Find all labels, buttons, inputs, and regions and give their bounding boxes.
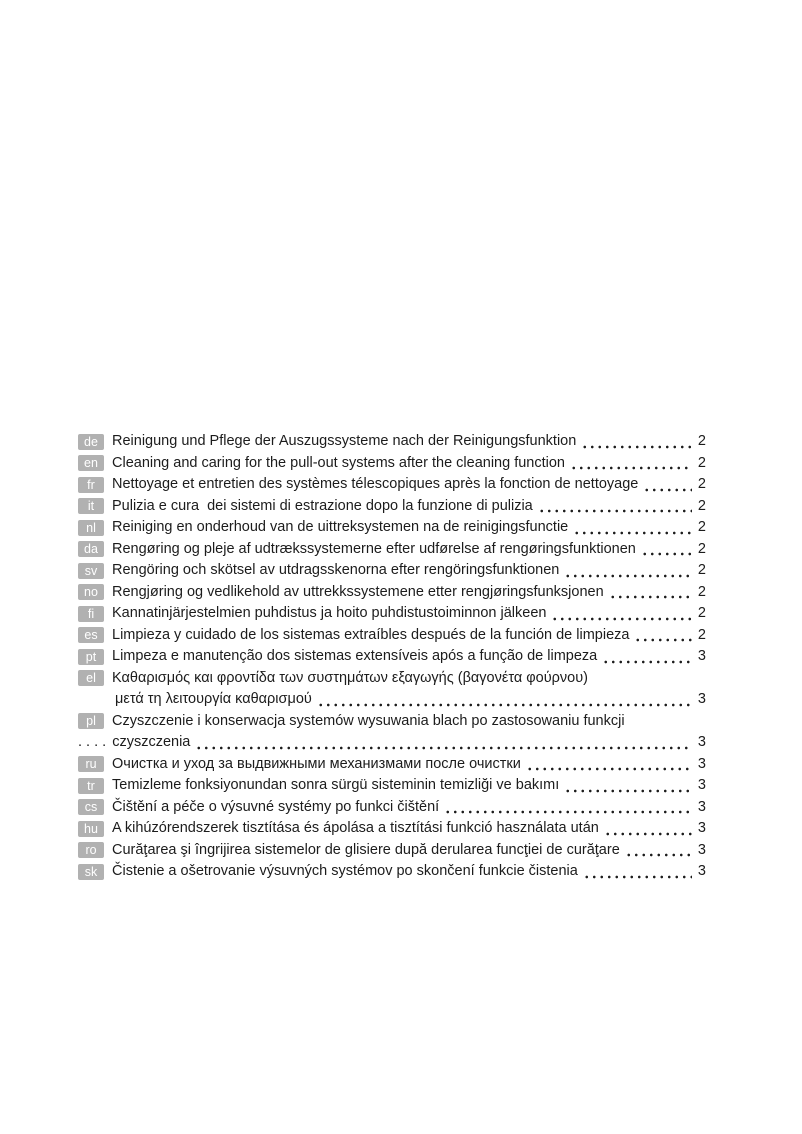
dot-leader bbox=[602, 659, 692, 664]
dot-leader bbox=[551, 616, 692, 621]
table-of-contents bbox=[78, 431, 706, 883]
language-badge: pl bbox=[78, 713, 104, 729]
entry-page-number: 3 bbox=[697, 777, 706, 793]
dot-leader bbox=[570, 465, 692, 470]
entry-title: Очистка и уход за выдвижными механизмами после очистки bbox=[112, 755, 521, 772]
entry-title: Limpieza y cuidado de los sistemas extraíbles después de la función de limpieza bbox=[112, 626, 630, 643]
language-badge: sk bbox=[78, 864, 104, 880]
entry-title: A kihúzórendszerek tisztítása és ápolása a tisztítási funkció használata után bbox=[112, 820, 599, 836]
language-badge: tr bbox=[78, 778, 104, 794]
entry-title: Kannatinjärjestelmien puhdistus ja hoito puhdistustoiminnon jälkeen bbox=[112, 605, 547, 621]
dot-leader bbox=[641, 551, 692, 556]
dot-leader bbox=[581, 444, 692, 449]
entry-page-number: 3 bbox=[697, 798, 706, 815]
toc-entry bbox=[78, 539, 706, 561]
dot-leader bbox=[573, 530, 692, 535]
toc-entry bbox=[78, 625, 706, 647]
language-badge: it bbox=[78, 498, 104, 514]
toc-entry bbox=[78, 646, 706, 668]
entry-page-number: 2 bbox=[697, 476, 706, 492]
entry-title: Cleaning and caring for the pull-out systems after the cleaning function bbox=[112, 454, 565, 471]
entry-page-number: 2 bbox=[697, 497, 706, 514]
dot-leader bbox=[564, 573, 692, 578]
toc-entry bbox=[78, 775, 706, 797]
entry-page-number: 3 bbox=[697, 863, 706, 879]
toc-entry bbox=[78, 517, 706, 539]
toc-entry bbox=[78, 560, 706, 582]
dot-leader bbox=[195, 745, 692, 750]
toc-entry bbox=[78, 754, 706, 776]
entry-title: Rengöring och skötsel av utdragsskenorna efter rengöringsfunktionen bbox=[112, 562, 560, 578]
toc-entry bbox=[78, 861, 706, 883]
toc-entry bbox=[78, 496, 706, 518]
language-badge: es bbox=[78, 627, 104, 643]
toc-entry bbox=[78, 668, 706, 711]
entry-title: Reiniging en onderhoud van de uittreksystemen na de reinigingsfunctie bbox=[112, 519, 569, 535]
toc-entry bbox=[78, 603, 706, 625]
language-badge: fr bbox=[78, 477, 104, 493]
entry-page-number: 2 bbox=[697, 562, 706, 578]
entry-page-number: 3 bbox=[697, 734, 706, 750]
entry-page-number: 2 bbox=[697, 519, 706, 535]
toc-entry bbox=[78, 431, 706, 453]
language-badge: sv bbox=[78, 563, 104, 579]
language-badge: ro bbox=[78, 842, 104, 858]
entry-title: Čištění a péče o výsuvné systémy po funkci čištění bbox=[112, 798, 440, 815]
entry-page-number: 3 bbox=[697, 648, 706, 664]
dot-leader bbox=[317, 702, 692, 707]
dot-leader bbox=[643, 487, 692, 492]
entry-title: Czyszczenie i konserwacja systemów wysuwania blach po zastosowaniu funkcji bbox=[112, 712, 625, 729]
dot-leader bbox=[583, 874, 692, 879]
dot-leader bbox=[444, 809, 692, 814]
entry-title: Rengøring og pleje af udtrækssystemerne efter udførelse af rengøringsfunktionen bbox=[112, 540, 636, 557]
dot-leader bbox=[526, 766, 692, 771]
entry-title: Καθαρισμός και φροντίδα των συστημάτων εξαγωγής (βαγονέτα φούρνου) bbox=[112, 669, 588, 686]
entry-page-number: 3 bbox=[697, 691, 706, 707]
entry-page-number: 3 bbox=[697, 820, 706, 836]
toc-entry bbox=[78, 474, 706, 496]
entry-title: Rengjøring og vedlikehold av uttrekkssystemene etter rengjøringsfunksjonen bbox=[112, 583, 604, 600]
entry-title-line2: μετά τη λειτουργία καθαρισμού bbox=[115, 691, 312, 707]
entry-page-number: 3 bbox=[697, 841, 706, 858]
language-badge: ru bbox=[78, 756, 104, 772]
language-badge: pt bbox=[78, 649, 104, 665]
toc-entry bbox=[78, 582, 706, 604]
dot-leader bbox=[538, 508, 692, 513]
toc-entry bbox=[78, 711, 706, 754]
dot-leader bbox=[625, 852, 692, 857]
dot-leader bbox=[564, 788, 692, 793]
language-badge: de bbox=[78, 434, 104, 450]
entry-title: Nettoyage et entretien des systèmes télescopiques après la fonction de nettoyage bbox=[112, 476, 639, 492]
language-badge: hu bbox=[78, 821, 104, 837]
language-badge: nl bbox=[78, 520, 104, 536]
language-badge: fi bbox=[78, 606, 104, 622]
entry-title: Čistenie a ošetrovanie výsuvných systémov po skončení funkcie čistenia bbox=[112, 863, 578, 879]
entry-title-line2: czyszczenia bbox=[112, 734, 191, 750]
entry-title: Temizleme fonksiyonundan sonra sürgü sisteminin temizliği ve bakımı bbox=[112, 777, 560, 793]
toc-entry bbox=[78, 453, 706, 475]
entry-title: Limpeza e manutenção dos sistemas extensíveis após a função de limpeza bbox=[112, 648, 598, 664]
toc-entry bbox=[78, 818, 706, 840]
language-badge: da bbox=[78, 541, 104, 557]
toc-entry bbox=[78, 797, 706, 819]
entry-page-number: 2 bbox=[697, 540, 706, 557]
entry-title: Curăţarea şi îngrijirea sistemelor de glisiere după derularea funcţiei de curăţare bbox=[112, 841, 620, 858]
language-badge: no bbox=[78, 584, 104, 600]
language-badge: el bbox=[78, 670, 104, 686]
entry-title: Reinigung und Pflege der Auszugssysteme nach der Reinigungsfunktion bbox=[112, 433, 577, 449]
wrap-leader-dots: . . . . bbox=[78, 734, 107, 750]
entry-page-number: 3 bbox=[697, 755, 706, 772]
language-badge: cs bbox=[78, 799, 104, 815]
dot-leader bbox=[609, 594, 692, 599]
entry-title: Pulizia e cura dei sistemi di estrazione dopo la funzione di pulizia bbox=[112, 497, 533, 514]
entry-page-number: 2 bbox=[697, 605, 706, 621]
language-badge: en bbox=[78, 455, 104, 471]
dot-leader bbox=[604, 831, 692, 836]
entry-page-number: 2 bbox=[697, 626, 706, 643]
entry-page-number: 2 bbox=[697, 583, 706, 600]
toc-entry bbox=[78, 840, 706, 862]
dot-leader bbox=[634, 637, 692, 642]
entry-page-number: 2 bbox=[697, 454, 706, 471]
entry-page-number: 2 bbox=[697, 433, 706, 449]
